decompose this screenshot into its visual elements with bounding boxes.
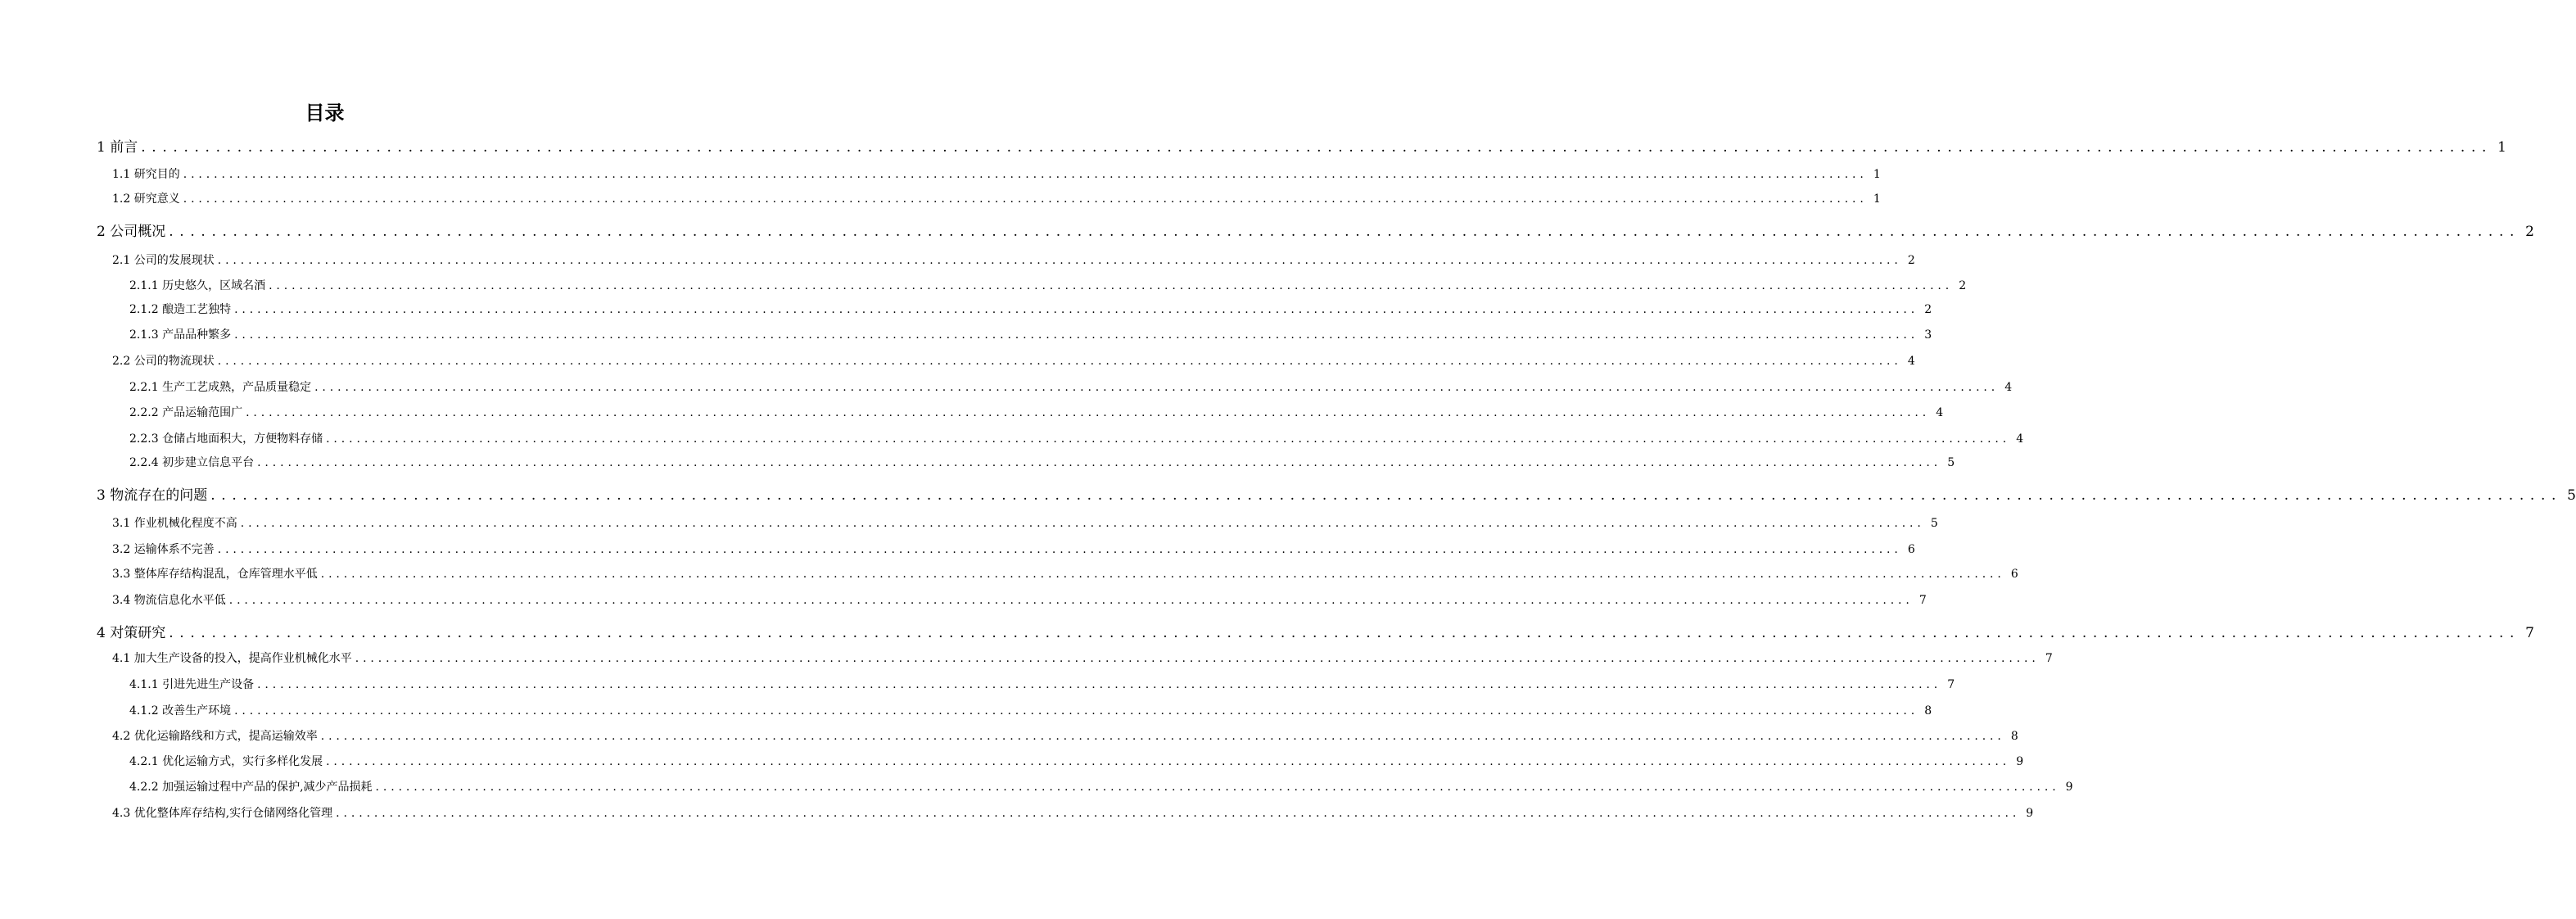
toc-entry[interactable] — [129, 277, 1967, 293]
dot-leader: ............................................................................................................................................................................................................................ — [234, 704, 1919, 718]
toc-entry-title: 3.4 物流信息化水平低 — [112, 594, 226, 607]
toc-entry-title: 3 物流存在的问题 — [97, 487, 208, 504]
dot-leader: ............................................................................................................................................................................................................................ — [326, 432, 2011, 446]
dot-leader: ............................................................................................................................................................................................................................ — [246, 406, 1931, 419]
dot-leader: ............................................................................................................................................................................................................................ — [210, 487, 2563, 504]
toc-page-number: 4 — [2016, 432, 2024, 446]
toc-entry-title: 2 公司概况 — [97, 224, 166, 240]
toc-entry[interactable] — [129, 454, 1955, 470]
toc-entry[interactable] — [97, 621, 2534, 641]
toc-entry-title: 3.1 作业机械化程度不高 — [112, 517, 237, 530]
dot-leader: ............................................................................................................................................................................................................................ — [375, 781, 2060, 794]
toc-entry-title: 2.1.3 产品品种繁多 — [129, 328, 232, 342]
toc-entry-title: 4.2.1 优化运输方式，实行多样化发展 — [129, 755, 323, 768]
toc-entry-title: 4.2.2 加强运输过程中产品的保护,减少产品损耗 — [129, 781, 373, 794]
toc-entry-title: 4.1.2 改善生产环境 — [129, 704, 232, 718]
toc-page-number: 7 — [1947, 678, 1955, 691]
toc-entry-title: 1.1 研究目的 — [112, 168, 180, 181]
toc-entry-title: 4.1.1 引进先进生产设备 — [129, 678, 255, 691]
toc-entry-title: 2.2 公司的物流现状 — [112, 355, 215, 368]
toc-entry-title: 2.2.1 生产工艺成熟，产品质量稳定 — [129, 381, 312, 394]
toc-entry[interactable] — [112, 541, 1915, 557]
toc-page-number: 5 — [1930, 517, 1938, 530]
toc-entry[interactable] — [112, 165, 1881, 182]
toc-entry[interactable] — [97, 220, 2534, 240]
dot-leader: ............................................................................................................................................................................................................................ — [320, 568, 2005, 581]
toc-page-number: 4 — [1907, 355, 1915, 368]
toc-entry-title: 2.1 公司的发展现状 — [112, 254, 215, 267]
toc-page-number: 9 — [2026, 807, 2034, 820]
dot-leader: ............................................................................................................................................................................................................................ — [336, 807, 2021, 820]
toc-page-number: 2 — [1924, 303, 1932, 316]
dot-leader: ............................................................................................................................................................................................................................ — [257, 678, 1942, 691]
toc-entry[interactable] — [112, 251, 1915, 268]
toc-entry-title: 3.3 整体库存结构混乱，仓库管理水平低 — [112, 568, 318, 581]
toc-entry-title: 2.1.1 历史悠久，区域名酒 — [129, 279, 266, 292]
toc-title: 目录 — [305, 102, 345, 124]
toc-entry[interactable] — [112, 565, 2018, 582]
dot-leader: ............................................................................................................................................................................................................................ — [228, 594, 1914, 607]
toc-entry[interactable] — [112, 804, 2034, 821]
toc-entry-title: 4.3 优化整体库存结构,实行仓储网络化管理 — [112, 807, 333, 820]
toc-page-number: 6 — [1907, 543, 1915, 556]
dot-leader: ............................................................................................................................................................................................................................ — [183, 192, 1868, 206]
toc-entry[interactable] — [129, 430, 2024, 446]
toc-entry-title: 1 前言 — [97, 139, 138, 156]
toc-page-number: 1 — [1873, 168, 1881, 181]
toc-entry[interactable] — [129, 301, 1932, 317]
toc-entry[interactable] — [129, 378, 2013, 395]
toc-entry[interactable] — [129, 676, 1955, 692]
toc-page-number: 1 — [1873, 192, 1881, 206]
dot-leader: ............................................................................................................................................................................................................................ — [183, 168, 1868, 181]
toc-entry[interactable] — [112, 352, 1915, 369]
toc-entry-title: 4 对策研究 — [97, 625, 166, 641]
toc-entry-title: 2.1.2 酿造工艺独特 — [129, 303, 232, 316]
toc-page-number: 6 — [2010, 568, 2018, 581]
dot-leader: ............................................................................................................................................................................................................................ — [314, 381, 2000, 394]
toc-page-number: 2 — [1907, 254, 1915, 267]
dot-leader: ............................................................................................................................................................................................................................ — [269, 279, 1954, 292]
toc-entry[interactable] — [129, 326, 1932, 342]
dot-leader: ............................................................................................................................................................................................................................ — [169, 625, 2521, 641]
toc-page-number: 4 — [2004, 381, 2013, 394]
dot-leader: ............................................................................................................................................................................................................................ — [234, 303, 1919, 316]
toc-page-number: 5 — [1947, 456, 1955, 469]
toc-page-number: 4 — [1936, 406, 1944, 419]
toc-entry[interactable] — [129, 702, 1932, 718]
toc-page-number: 1 — [2497, 139, 2506, 156]
toc-entry-title: 4.2 优化运输路线和方式，提高运输效率 — [112, 730, 318, 743]
dot-leader: ............................................................................................................................................................................................................................ — [169, 224, 2521, 240]
dot-leader: ............................................................................................................................................................................................................................ — [217, 355, 1902, 368]
dot-leader: ............................................................................................................................................................................................................................ — [217, 254, 1902, 267]
toc-entry[interactable] — [129, 778, 2073, 795]
toc-entry-title: 1.2 研究意义 — [112, 192, 180, 206]
dot-leader: ............................................................................................................................................................................................................................ — [257, 456, 1942, 469]
dot-leader: ............................................................................................................................................................................................................................ — [217, 543, 1902, 556]
toc-entry[interactable] — [112, 727, 2018, 744]
toc-page-number: 7 — [1918, 594, 1927, 607]
toc-entry-title: 2.2.3 仓储占地面积大，方便物料存储 — [129, 432, 323, 446]
toc-entry[interactable] — [112, 190, 1881, 206]
toc-page-number: 7 — [2045, 652, 2053, 665]
toc-entry[interactable] — [112, 591, 1927, 608]
toc-page-number: 5 — [2567, 487, 2576, 504]
toc-page-number: 3 — [1924, 328, 1932, 342]
dot-leader: ............................................................................................................................................................................................................................ — [141, 139, 2493, 156]
dot-leader: ............................................................................................................................................................................................................................ — [234, 328, 1919, 342]
toc-page-number: 9 — [2016, 755, 2024, 768]
toc-page-number: 2 — [1959, 279, 1967, 292]
toc-entry[interactable] — [97, 135, 2506, 156]
toc-entry[interactable] — [112, 514, 1938, 531]
dot-leader: ............................................................................................................................................................................................................................ — [326, 755, 2011, 768]
toc-entry[interactable] — [129, 404, 1944, 420]
toc-entry[interactable] — [97, 483, 2576, 504]
toc-page-number: 2 — [2525, 224, 2534, 240]
dot-leader: ............................................................................................................................................................................................................................ — [240, 517, 1925, 530]
toc-page-number: 9 — [2065, 781, 2073, 794]
toc-entry[interactable] — [112, 650, 2053, 666]
dot-leader: ............................................................................................................................................................................................................................ — [320, 730, 2005, 743]
toc-entry-title: 2.2.4 初步建立信息平台 — [129, 456, 255, 469]
toc-entry-title: 2.2.2 产品运输范围广 — [129, 406, 243, 419]
toc-page-number: 7 — [2525, 625, 2534, 641]
toc-entry-title: 4.1 加大生产设备的投入，提高作业机械化水平 — [112, 652, 352, 665]
toc-page-number: 8 — [1924, 704, 1932, 718]
toc-entry-title: 3.2 运输体系不完善 — [112, 543, 215, 556]
dot-leader: ............................................................................................................................................................................................................................ — [355, 652, 2040, 665]
toc-page-number: 8 — [2010, 730, 2018, 743]
toc-entry[interactable] — [129, 753, 2024, 769]
